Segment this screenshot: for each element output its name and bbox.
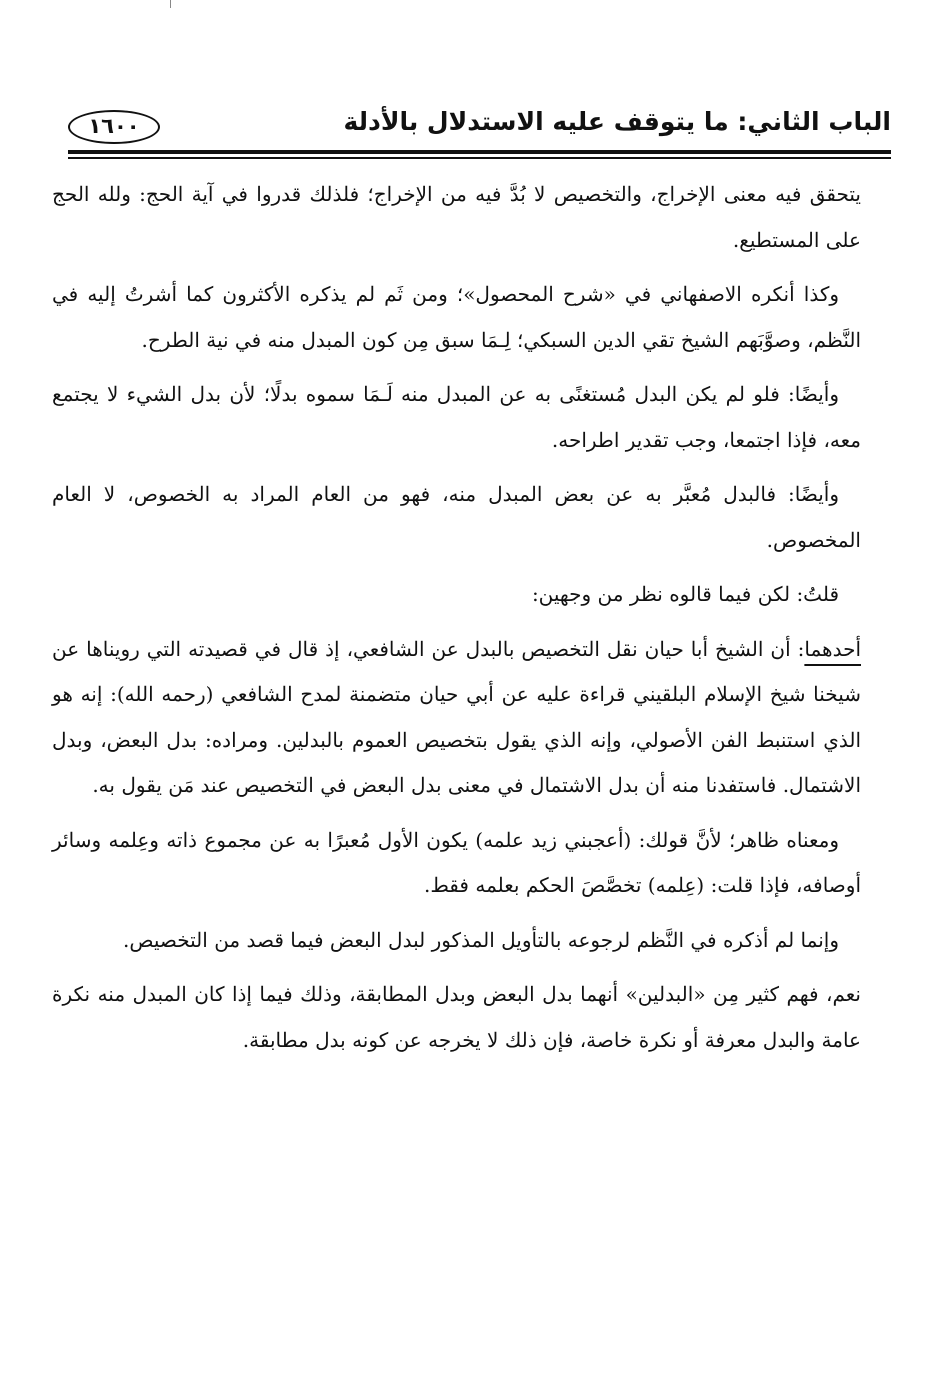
running-header xyxy=(68,98,891,150)
paragraph-text: : أن الشيخ أبا حيان نقل التخصيص بالبدل عن الشافعي، إذ قال في قصيدته التي رويناها عن شيخنا شيخ الإسلام البلقيني قراءة عليه عن أبي حيان متضمنة لمدح الشافعي (رحمه الله): إنه هو الذي استنبط الفن الأصولي، وإنه الذي يقول بتخصيص العموم بالبدلين. ومراده: بدل البعض، وبدل الاشتمال. فاستفدنا منه أن بدل الاشتمال في معنى بدل البعض في التخصيص عند مَن يقول به. xyxy=(52,636,861,797)
paragraph-lead-word: أحدهما xyxy=(804,636,861,661)
paragraph-text: قلتُ: لكن فيما قالوه نظر من وجهين: xyxy=(531,582,839,606)
paragraph-3 xyxy=(52,372,861,463)
paragraph-8 xyxy=(52,918,861,964)
body-text xyxy=(52,172,861,1072)
header-rule-thick xyxy=(68,150,891,154)
paragraph-text: وكذا أنكره الاصفهاني في «شرح المحصول»؛ ومن ثَم لم يذكره الأكثرون كما أشرتُ إليه في النَّظم، وصوَّبَهم الشيخ تقي الدين السبكي؛ لِـمَا سبق مِن كون المبدل منه في نية الطرح. xyxy=(52,282,861,352)
paragraph-5 xyxy=(52,572,861,618)
paragraph-text: نعم، فهم كثير مِن «البدلين» أنهما بدل البعض وبدل المطابقة، وذلك فيما إذا كان المبدل منه نكرة عامة والبدل معرفة أو نكرة خاصة، فإن ذلك لا يخرجه عن كونه بدل مطابقة. xyxy=(52,982,861,1052)
scan-corner-mark xyxy=(170,0,171,8)
paragraph-text: ومعناه ظاهر؛ لأنَّ قولك: (أعجبني زيد علمه) يكون الأول مُعبرًا به عن مجموع ذاته وعِلمه وسائر أوصافه، فإذا قلت: (عِلمه) تخصَّصَ الحكم بعلمه فقط. xyxy=(52,827,861,897)
page-number-badge: ١٦٠٠ xyxy=(68,110,160,144)
paragraph-9 xyxy=(52,972,861,1063)
paragraph-text: وأيضًا: فلو لم يكن البدل مُستغنًى به عن المبدل منه لَـمَا سموه بدلًا؛ لأن بدل الشيء لا يجتمع معه، فإذا اجتمعا، وجب تقدير اطراحه. xyxy=(52,382,861,452)
paragraph-1 xyxy=(52,172,861,263)
paragraph-4 xyxy=(52,472,861,563)
paragraph-2 xyxy=(52,272,861,363)
chapter-title: الباب الثاني: ما يتوقف عليه الاستدلال بالأدلة xyxy=(343,107,891,136)
paragraph-7 xyxy=(52,818,861,909)
paragraph-6 xyxy=(52,627,861,809)
paragraph-text: وأيضًا: فالبدل مُعبَّر به عن بعض المبدل منه، فهو من العام المراد به الخصوص، لا العام المخصوص. xyxy=(52,482,861,552)
header-rule-thin xyxy=(68,157,891,159)
paragraph-text: وإنما لم أذكره في النَّظم لرجوعه بالتأويل المذكور لبدل البعض فيما قصد من التخصيص. xyxy=(123,927,839,952)
paragraph-text: يتحقق فيه معنى الإخراج، والتخصيص لا بُدَّ فيه من الإخراج؛ فلذلك قدروا في آية الحج: ولله الحج على المستطيع. xyxy=(52,182,861,252)
